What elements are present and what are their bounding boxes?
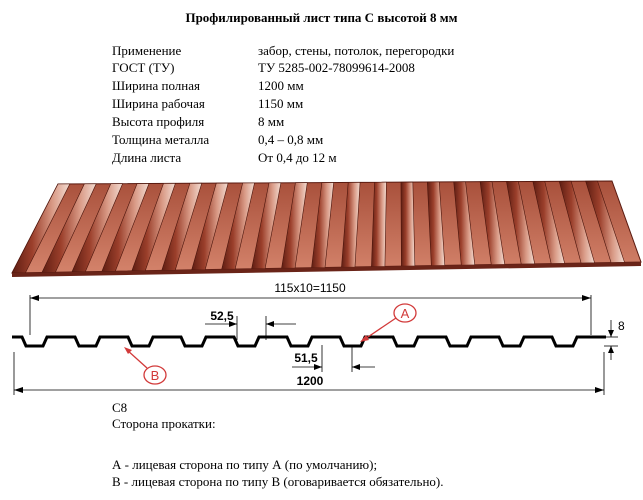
height-label: 8 — [618, 319, 625, 333]
note-b: В - лицевая сторона по типу В (оговаривается обязательно). — [112, 474, 444, 489]
spec-label: Ширина рабочая — [112, 96, 205, 111]
full-width-label: 1200 — [296, 374, 324, 388]
spec-value: 8 мм — [258, 114, 285, 129]
rib-top-label: 52,5 — [210, 309, 234, 323]
spec-value: 1200 мм — [258, 78, 304, 93]
spec-label: Ширина полная — [112, 78, 200, 93]
spec-label: Применение — [112, 43, 182, 58]
rib-bottom-dimension — [292, 345, 375, 372]
marker-b-label: B — [150, 368, 160, 383]
page-title: Профилированный лист типа С высотой 8 мм — [185, 10, 458, 25]
spec-value: От 0,4 до 12 м — [258, 150, 337, 165]
spec-label: Длина листа — [112, 150, 182, 165]
profile-cross-section — [12, 337, 606, 346]
spec-value: забор, стены, потолок, перегородки — [258, 43, 455, 58]
marker-a-label: A — [400, 306, 410, 321]
working-width-label: 115x10=1150 — [274, 281, 346, 295]
sheet-illustration — [12, 181, 641, 277]
marker-b — [124, 347, 166, 384]
sheet-rib — [401, 182, 415, 266]
spec-label: Высота профиля — [112, 114, 205, 129]
spec-value: 1150 мм — [258, 96, 304, 111]
profile-code: C8 — [112, 400, 128, 415]
note-a: А - лицевая сторона по типу А (по умолчанию); — [112, 457, 378, 472]
rib-bottom-label: 51,5 — [294, 351, 318, 365]
height-dimension — [604, 319, 625, 360]
rib-top-dimension — [205, 309, 296, 340]
spec-value: 0,4 – 0,8 мм — [258, 132, 324, 147]
spec-label: Толщина металла — [112, 132, 210, 147]
spec-label: ГОСТ (ТУ) — [112, 60, 175, 75]
spec-value: ТУ 5285-002-78099614-2008 — [258, 60, 415, 75]
rolling-side-label: Сторона прокатки: — [112, 416, 216, 431]
working-width-dimension — [30, 281, 591, 335]
